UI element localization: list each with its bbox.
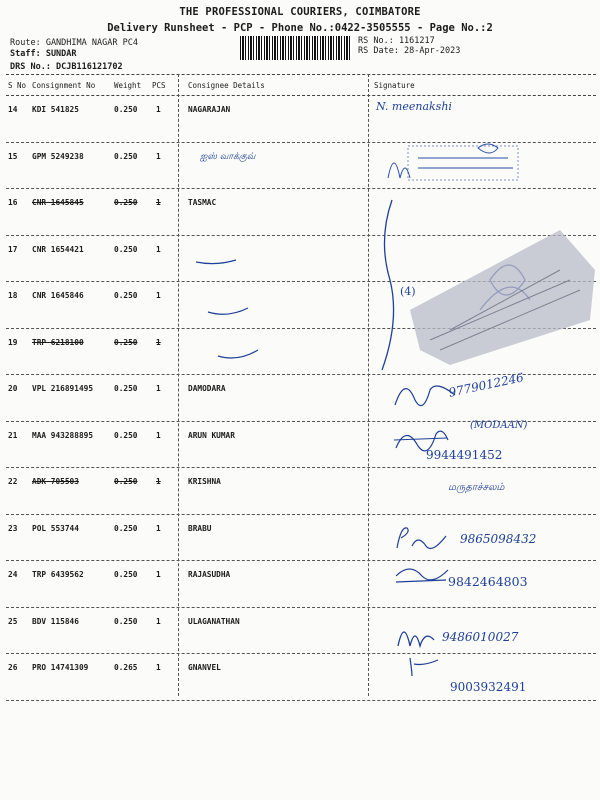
cell-sno: 16 xyxy=(8,198,18,207)
col-sno: S No xyxy=(8,81,27,90)
cell-weight: 0.250 xyxy=(114,291,138,300)
col-weight: Weight xyxy=(114,81,142,90)
cell-consignee: ARUN KUMAR xyxy=(188,430,235,440)
cell-consignment: ADK 705503 xyxy=(32,477,79,486)
handwritten-dashes xyxy=(188,240,278,370)
cell-pcs: 1 xyxy=(156,105,161,114)
cell-weight: 0.250 xyxy=(114,244,138,254)
handwritten-phone: 9779012246 xyxy=(447,370,525,400)
cell-weight: 0.250 xyxy=(114,477,138,486)
handwritten-phone: 9486010027 xyxy=(442,630,519,644)
cell-consignee: KRISHNA xyxy=(188,477,221,486)
cell-consignee: DAMODARA xyxy=(188,384,226,393)
signature-scribble xyxy=(392,558,452,588)
cell-consignee: ULAGANATHAN xyxy=(188,616,240,626)
col-signature: Signature xyxy=(374,81,415,90)
runsheet-subtitle: Delivery Runsheet - PCP - Phone No.:0422-3505555 - Page No.:2 xyxy=(107,22,493,34)
rs-no-label: RS No.: 1161217 xyxy=(358,36,435,46)
drs-label: DRS No.: DCJB116121702 xyxy=(10,62,123,72)
cell-weight: 0.250 xyxy=(114,430,138,440)
handwritten-note: ஐஸ் வாக்குவ் xyxy=(200,152,256,162)
cell-consignment: CNR 1654421 xyxy=(32,244,84,254)
cell-consignment: GPM 5249238 xyxy=(32,151,84,161)
cell-weight: 0.250 xyxy=(114,570,138,579)
cell-consignment: TRP 6218100 xyxy=(32,337,84,347)
table-row xyxy=(6,468,596,515)
cell-weight: 0.250 xyxy=(114,151,138,161)
cell-pcs: 1 xyxy=(156,430,161,440)
route-label: Route: GANDHIMA NAGAR PC4 xyxy=(10,38,138,48)
cell-weight: 0.250 xyxy=(114,337,138,347)
staff-label: Staff: SUNDAR xyxy=(10,49,77,59)
handwritten-name: மருதாச்சலம் xyxy=(448,482,505,493)
cell-pcs: 1 xyxy=(156,616,161,626)
cell-pcs: 1 xyxy=(156,244,161,254)
cell-sno: 20 xyxy=(8,384,18,393)
cell-weight: 0.250 xyxy=(114,616,138,626)
cell-sno: 15 xyxy=(8,151,18,161)
cell-consignment: BDV 115846 xyxy=(32,616,79,626)
cell-pcs: 1 xyxy=(156,477,161,486)
cell-sno: 19 xyxy=(8,337,18,347)
cell-sno: 17 xyxy=(8,244,18,254)
cell-consignment: VPL 216891495 xyxy=(32,384,94,393)
cell-sno: 14 xyxy=(8,105,18,114)
column-divider xyxy=(368,74,369,696)
col-pcs: PCS xyxy=(152,81,166,90)
cell-consignment: PRO 14741309 xyxy=(32,663,89,672)
cell-consignment: CNR 1645845 xyxy=(32,198,84,207)
cell-pcs: 1 xyxy=(156,291,161,300)
cell-pcs: 1 xyxy=(156,384,161,393)
col-consignment: Consignment No xyxy=(32,81,96,90)
cell-consignment: KDI 541825 xyxy=(32,105,79,114)
cell-sno: 23 xyxy=(8,523,18,533)
signature-scribble xyxy=(392,616,452,676)
handwritten-phone: 9865098432 xyxy=(460,532,537,546)
cell-sno: 18 xyxy=(8,291,18,300)
handwritten-phone: 9944491452 xyxy=(426,448,503,462)
rs-date-label: RS Date: 28-Apr-2023 xyxy=(358,46,461,56)
cell-consignment: POL 553744 xyxy=(32,523,79,533)
cell-consignee: BRABU xyxy=(188,523,212,533)
cell-consignment: MAA 943288895 xyxy=(32,430,94,440)
cell-pcs: 1 xyxy=(156,570,161,579)
handwritten-phone: 9003932491 xyxy=(450,680,527,694)
cell-pcs: 1 xyxy=(156,523,161,533)
handwritten-signature: N. meenakshi xyxy=(376,100,452,113)
handwritten-mark: (4) xyxy=(400,285,416,298)
signature-scribble xyxy=(392,522,462,556)
cell-consignee: GNANVEL xyxy=(188,663,221,672)
cell-weight: 0.250 xyxy=(114,523,138,533)
cell-weight: 0.250 xyxy=(114,384,138,393)
cell-pcs: 1 xyxy=(156,198,161,207)
cell-sno: 21 xyxy=(8,430,18,440)
cell-consignee: RAJASUDHA xyxy=(188,570,231,579)
handwritten-name: (MODAAN) xyxy=(470,420,528,431)
cell-sno: 22 xyxy=(8,477,18,486)
cell-sno: 26 xyxy=(8,663,18,672)
table-row xyxy=(6,96,596,143)
cell-consignee: TASMAC xyxy=(188,198,217,207)
cell-consignee: NAGARAJAN xyxy=(188,105,231,114)
cell-weight: 0.265 xyxy=(114,663,138,672)
column-divider xyxy=(178,74,179,696)
table-header xyxy=(6,74,596,96)
cell-consignment: CNR 1645846 xyxy=(32,291,84,300)
company-name: THE PROFESSIONAL COURIERS, COIMBATORE xyxy=(179,6,421,18)
runsheet-header xyxy=(0,0,600,76)
cell-sno: 24 xyxy=(8,570,18,579)
cell-pcs: 1 xyxy=(156,151,161,161)
cell-pcs: 1 xyxy=(156,663,161,672)
cell-sno: 25 xyxy=(8,616,18,626)
cell-consignment: TRP 6439562 xyxy=(32,570,84,579)
col-consignee: Consignee Details xyxy=(188,81,265,90)
cell-weight: 0.250 xyxy=(114,198,138,207)
barcode xyxy=(240,36,352,60)
delivery-stamp xyxy=(378,138,548,188)
cell-pcs: 1 xyxy=(156,337,161,347)
handwritten-phone: 9842464803 xyxy=(448,574,528,589)
cell-weight: 0.250 xyxy=(114,105,138,114)
